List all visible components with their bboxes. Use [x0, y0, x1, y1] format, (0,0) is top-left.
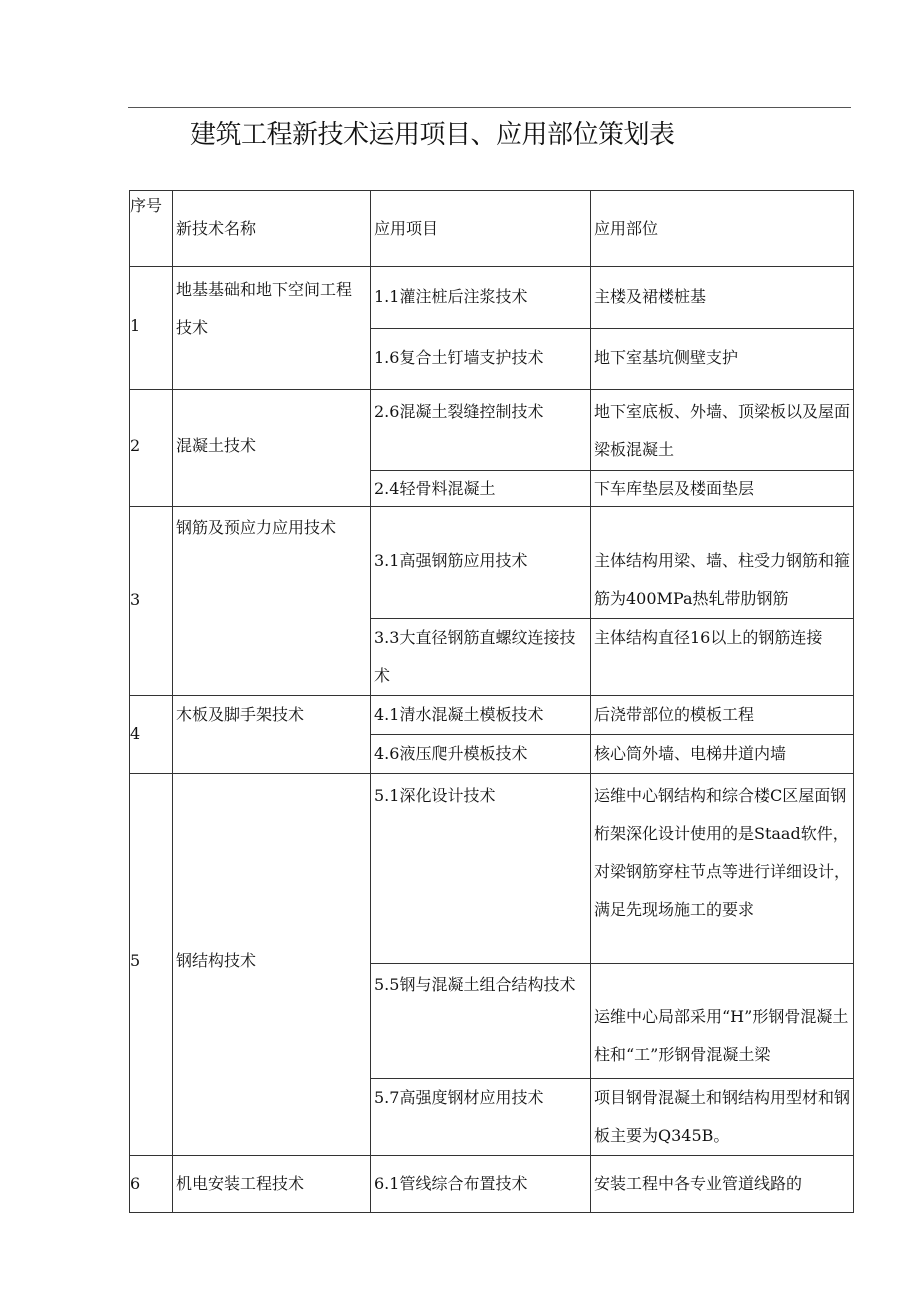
project-cell: 2.4轻骨料混凝土: [374, 478, 496, 498]
header-project: 应用项目: [374, 218, 439, 238]
row-no: 1: [130, 316, 141, 335]
header-rule: [128, 107, 851, 108]
project-cell: 1.1灌注桩后注浆技术: [374, 286, 528, 306]
project-cell: 2.6混凝土裂缝控制技术: [374, 402, 544, 421]
part-cell: 下车库垫层及楼面垫层: [594, 478, 755, 498]
table-row: [130, 1156, 854, 1213]
project-cell: 5.1深化设计技术: [374, 786, 496, 805]
tech-name: 机电安装工程技术: [176, 1174, 305, 1193]
row-no: 5: [130, 951, 141, 970]
table-row: [130, 774, 854, 964]
project-cell: 3.1高强钢筋应用技术: [374, 551, 528, 570]
project-cell: 6.1管线综合布置技术: [374, 1174, 528, 1193]
header-no: 序号: [130, 196, 163, 215]
project-cell: 4.1清水混凝土模板技术: [374, 705, 544, 724]
tech-name: 木板及脚手架技术: [176, 705, 305, 724]
header-tech-name: 新技术名称: [176, 218, 257, 238]
technology-plan-table: [129, 190, 854, 1213]
project-cell: 1.6复合土钉墙支护技术: [374, 348, 544, 368]
part-cell: 安装工程中各专业管道线路的: [594, 1174, 803, 1193]
row-no: 4: [130, 724, 141, 743]
part-cell: 后浇带部位的模板工程: [594, 705, 755, 724]
project-cell: 4.6液压爬升模板技术: [374, 744, 528, 763]
table-row: [130, 390, 854, 471]
part-cell: 主楼及裙楼桩基: [594, 286, 707, 306]
part-cell: 地下室基坑侧壁支护: [594, 348, 739, 368]
tech-name: 钢筋及预应力应用技术: [176, 518, 337, 537]
table-row: [130, 267, 854, 329]
part-cell: 地下室底板、外墙、顶梁板以及屋面梁板混凝土: [594, 402, 851, 459]
table-row: [130, 696, 854, 735]
row-no: 2: [130, 436, 141, 455]
part-cell: 核心筒外墙、电梯井道内墙: [594, 744, 787, 763]
project-cell: 5.7高强度钢材应用技术: [374, 1088, 544, 1107]
row-no: 3: [130, 590, 141, 609]
table-row: [130, 507, 854, 619]
project-cell: 5.5钢与混凝土组合结构技术: [374, 975, 576, 994]
tech-name: 混凝土技术: [176, 436, 257, 455]
tech-name: 钢结构技术: [176, 951, 257, 970]
project-cell: 3.3大直径钢筋直螺纹连接技术: [374, 627, 576, 685]
table-header-row: [130, 191, 854, 267]
part-cell: 主体结构直径16以上的钢筋连接: [594, 627, 823, 647]
part-cell: 项目钢骨混凝土和钢结构用型材和钢板主要为Q345B。: [594, 1088, 851, 1145]
part-cell: 运维中心钢结构和综合楼C区屋面钢桁架深化设计使用的是Staad软件，对梁钢筋穿柱节点等进行详细设计，满足先现场施工的要求: [594, 786, 851, 919]
header-part: 应用部位: [594, 218, 659, 238]
tech-name: 地基基础和地下空间工程技术: [176, 280, 353, 337]
part-cell: 运维中心局部采用“H”形钢骨混凝土柱和“工”形钢骨混凝土梁: [594, 1007, 849, 1064]
row-no: 6: [130, 1174, 141, 1193]
part-cell: 主体结构用梁、墙、柱受力钢筋和箍筋为400MPa热轧带肋钢筋: [594, 551, 851, 608]
document-title: 建筑工程新技术运用项目、应用部位策划表: [190, 120, 675, 150]
